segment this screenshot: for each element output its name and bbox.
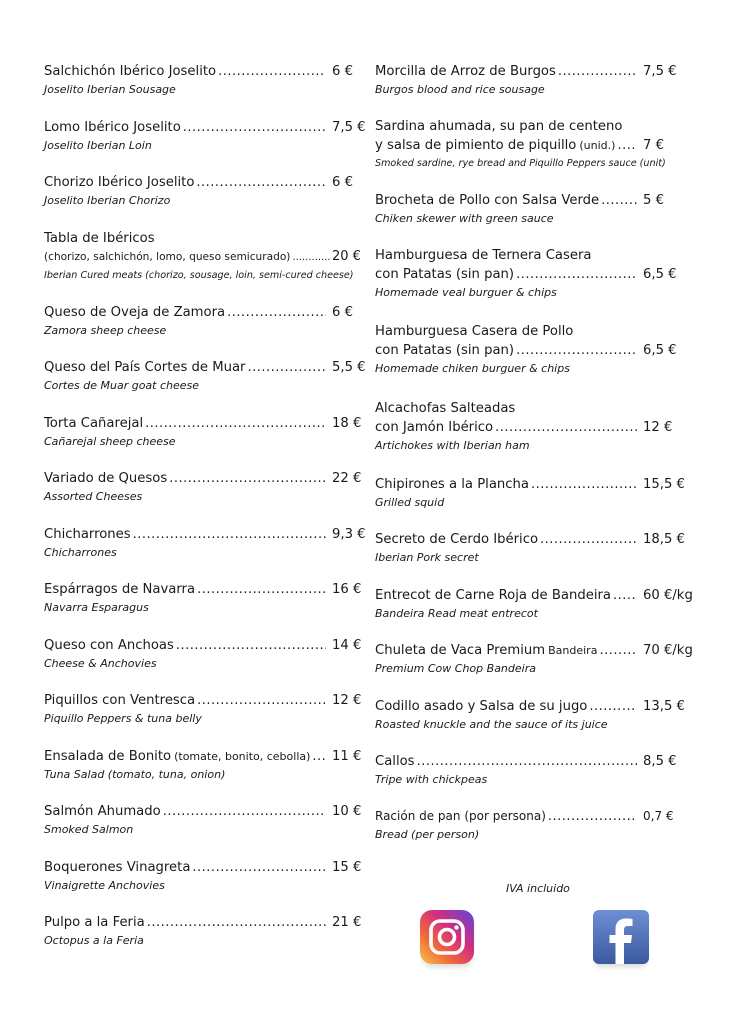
dish-english: Smoked sardine, rye bread and Piquillo Peppers sauce (unit) bbox=[375, 158, 666, 169]
dish-price: 5 € bbox=[643, 193, 664, 208]
dish-price: 13,5 € bbox=[643, 699, 685, 714]
dish-name: Brocheta de Pollo con Salsa Verde bbox=[375, 193, 600, 208]
dish-price: 11 € bbox=[332, 748, 362, 764]
dish-english: Homemade veal burguer & chips bbox=[375, 286, 557, 299]
menu-item bbox=[44, 62, 366, 118]
menu-item bbox=[44, 580, 366, 636]
dish-name: Variado de Quesos bbox=[44, 471, 168, 486]
menu-item bbox=[44, 118, 366, 174]
dish-name: Lomo Ibérico Joselito bbox=[44, 119, 181, 135]
menu-item bbox=[375, 530, 691, 586]
dish-price: 6,5 € bbox=[643, 343, 677, 358]
dish-english: Iberian Pork secret bbox=[375, 551, 479, 564]
dish-name: Queso de Oveja de Zamora bbox=[44, 304, 226, 320]
dish-name: Chipirones a la Plancha bbox=[375, 477, 529, 492]
dish-name: Hamburguesa Casera de Pollo bbox=[375, 324, 574, 339]
dish-price: 15 € bbox=[332, 859, 362, 875]
dish-price: 8,5 € bbox=[643, 754, 677, 769]
dish-name: Chicharrones bbox=[44, 526, 131, 542]
menu-item bbox=[375, 586, 691, 641]
dish-english: Premium Cow Chop Bandeira bbox=[375, 662, 536, 675]
menu-item bbox=[44, 747, 366, 803]
dish-name: Salmón Ahumado bbox=[44, 804, 161, 819]
dish-english: Bandeira Read meat entrecot bbox=[375, 607, 538, 620]
menu-item bbox=[375, 191, 691, 246]
dish-name: Alcachofas Salteadas bbox=[375, 401, 516, 416]
right-menu-column bbox=[375, 62, 691, 862]
dish-name: Sardina ahumada, su pan de centeno bbox=[375, 119, 623, 134]
dish-english: Zamora sheep cheese bbox=[44, 323, 167, 337]
menu-item bbox=[44, 469, 366, 525]
dish-english: Joselito Iberian Chorizo bbox=[44, 194, 171, 207]
menu-item bbox=[375, 399, 691, 475]
menu-item bbox=[44, 858, 366, 914]
dish-name-continued: con Jamón Ibérico bbox=[375, 420, 494, 435]
tax-included-note: IVA incluido bbox=[506, 882, 570, 895]
dish-english: Navarra Esparagus bbox=[44, 601, 149, 614]
dish-name-continued: con Patatas (sin pan) bbox=[375, 267, 515, 282]
dish-price: 15,5 € bbox=[643, 477, 685, 492]
dish-english: Grilled squid bbox=[375, 496, 445, 509]
dish-english: Vinaigrette Anchovies bbox=[44, 878, 165, 892]
dish-price: 18 € bbox=[332, 415, 362, 431]
dish-english: Artichokes with Iberian ham bbox=[375, 439, 530, 452]
dish-name: Codillo asado y Salsa de su jugo bbox=[375, 699, 588, 714]
dish-price: 7,5 € bbox=[332, 119, 366, 135]
dish-english: Chiken skewer with green sauce bbox=[375, 212, 554, 225]
dish-name: Ensalada de Bonito bbox=[44, 748, 172, 764]
dish-name: Queso con Anchoas bbox=[44, 637, 174, 653]
menu-item bbox=[375, 807, 691, 862]
menu-item bbox=[44, 691, 366, 747]
dish-english: Assorted Cheeses bbox=[44, 490, 143, 503]
dish-price: 14 € bbox=[332, 637, 362, 653]
dish-name: Queso del País Cortes de Muar bbox=[44, 360, 246, 375]
dish-price: 9,3 € bbox=[332, 526, 366, 542]
menu-item bbox=[44, 358, 366, 414]
menu-item bbox=[375, 62, 691, 117]
instagram-icon[interactable] bbox=[420, 910, 474, 964]
dish-english: Burgos blood and rice sousage bbox=[375, 83, 545, 96]
dish-price: 6,5 € bbox=[643, 267, 677, 282]
dish-name: Callos bbox=[375, 754, 415, 769]
dish-name: Morcilla de Arroz de Burgos bbox=[375, 64, 556, 79]
dish-english: Cheese & Anchovies bbox=[44, 656, 157, 670]
dish-price: 22 € bbox=[332, 471, 362, 486]
dish-price: 10 € bbox=[332, 804, 362, 819]
menu-item bbox=[44, 229, 366, 303]
menu-item bbox=[44, 173, 366, 229]
dish-price: 70 €/kg bbox=[643, 643, 693, 658]
dish-english: Tripe with chickpeas bbox=[375, 773, 488, 786]
menu-item bbox=[375, 475, 691, 530]
menu-item bbox=[44, 525, 366, 581]
dish-price: 6 € bbox=[332, 304, 353, 320]
dish-english: Joselito Iberian Sousage bbox=[44, 83, 176, 96]
dish-english: Tuna Salad (tomato, tuna, onion) bbox=[44, 767, 226, 781]
dish-price: 7 € bbox=[643, 138, 664, 153]
dish-name: Pulpo a la Feria bbox=[44, 915, 145, 930]
dish-name: Torta Cañarejal bbox=[44, 415, 144, 431]
dish-name: Entrecot de Carne Roja de Bandeira bbox=[375, 588, 611, 603]
dish-price: 6 € bbox=[332, 64, 353, 79]
dish-name: Secreto de Cerdo Ibérico bbox=[375, 532, 539, 547]
dish-name: Boquerones Vinagreta bbox=[44, 859, 191, 875]
dish-name: Espárragos de Navarra bbox=[44, 582, 196, 597]
dish-price: 16 € bbox=[332, 582, 362, 597]
dish-name: Piquillos con Ventresca bbox=[44, 693, 196, 708]
dish-name-continued: con Patatas (sin pan) bbox=[375, 343, 515, 358]
facebook-icon[interactable] bbox=[593, 910, 649, 964]
menu-item bbox=[44, 636, 366, 692]
dish-english: Roasted knuckle and the sauce of its juice bbox=[375, 718, 608, 731]
dish-english: Cañarejal sheep cheese bbox=[44, 434, 176, 448]
menu-item bbox=[44, 913, 366, 969]
dish-note: Bandeira bbox=[548, 644, 598, 657]
dish-english: Iberian Cured meats (chorizo, sousage, loin, semi-cured cheese) bbox=[44, 269, 354, 281]
dish-price: 0,7 € bbox=[643, 809, 674, 823]
dish-price: 6 € bbox=[332, 175, 353, 190]
dish-name: Chuleta de Vaca Premium bbox=[375, 643, 546, 658]
dish-name: Ración de pan (por persona) bbox=[375, 809, 546, 823]
dish-name: Tabla de Ibéricos bbox=[44, 230, 155, 246]
dish-name: Hamburguesa de Ternera Casera bbox=[375, 248, 592, 263]
dish-price: 18,5 € bbox=[643, 532, 685, 547]
dish-description: (chorizo, salchichón, lomo, queso semicurado) bbox=[44, 250, 291, 263]
menu-item bbox=[44, 414, 366, 470]
dish-english: Homemade chiken burguer & chips bbox=[375, 362, 570, 375]
dish-price: 5,5 € bbox=[332, 360, 366, 375]
dish-price: 7,5 € bbox=[643, 64, 677, 79]
dish-english: Cortes de Muar goat cheese bbox=[44, 379, 200, 392]
menu-item bbox=[375, 246, 691, 322]
dish-price: 20 € bbox=[332, 248, 361, 264]
dish-price: 60 €/kg bbox=[643, 588, 693, 603]
menu-item bbox=[375, 752, 691, 807]
menu-item bbox=[44, 303, 366, 359]
menu-item bbox=[44, 802, 366, 858]
menu-item bbox=[375, 322, 691, 399]
left-menu-column bbox=[44, 62, 366, 969]
dish-english: Joselito Iberian Loin bbox=[44, 138, 152, 152]
dish-english: Octopus a la Feria bbox=[44, 934, 144, 947]
dish-name: Chorizo Ibérico Joselito bbox=[44, 175, 195, 190]
dish-price: 12 € bbox=[643, 420, 673, 435]
dish-note: (unid.) bbox=[579, 139, 616, 152]
dish-note: (tomate, bonito, cebolla) bbox=[174, 749, 311, 763]
menu-item bbox=[375, 641, 691, 697]
dish-price: 21 € bbox=[332, 915, 362, 930]
dish-price: 12 € bbox=[332, 693, 362, 708]
dish-english: Smoked Salmon bbox=[44, 823, 134, 836]
dish-name: Salchichón Ibérico Joselito bbox=[44, 64, 217, 79]
dish-english: Bread (per person) bbox=[375, 828, 480, 841]
dish-english: Chicharrones bbox=[44, 545, 117, 559]
dish-name-continued: y salsa de pimiento de piquillo bbox=[375, 138, 577, 153]
dish-english: Piquillo Peppers & tuna belly bbox=[44, 712, 202, 725]
menu-item bbox=[375, 117, 691, 191]
menu-item bbox=[375, 697, 691, 752]
